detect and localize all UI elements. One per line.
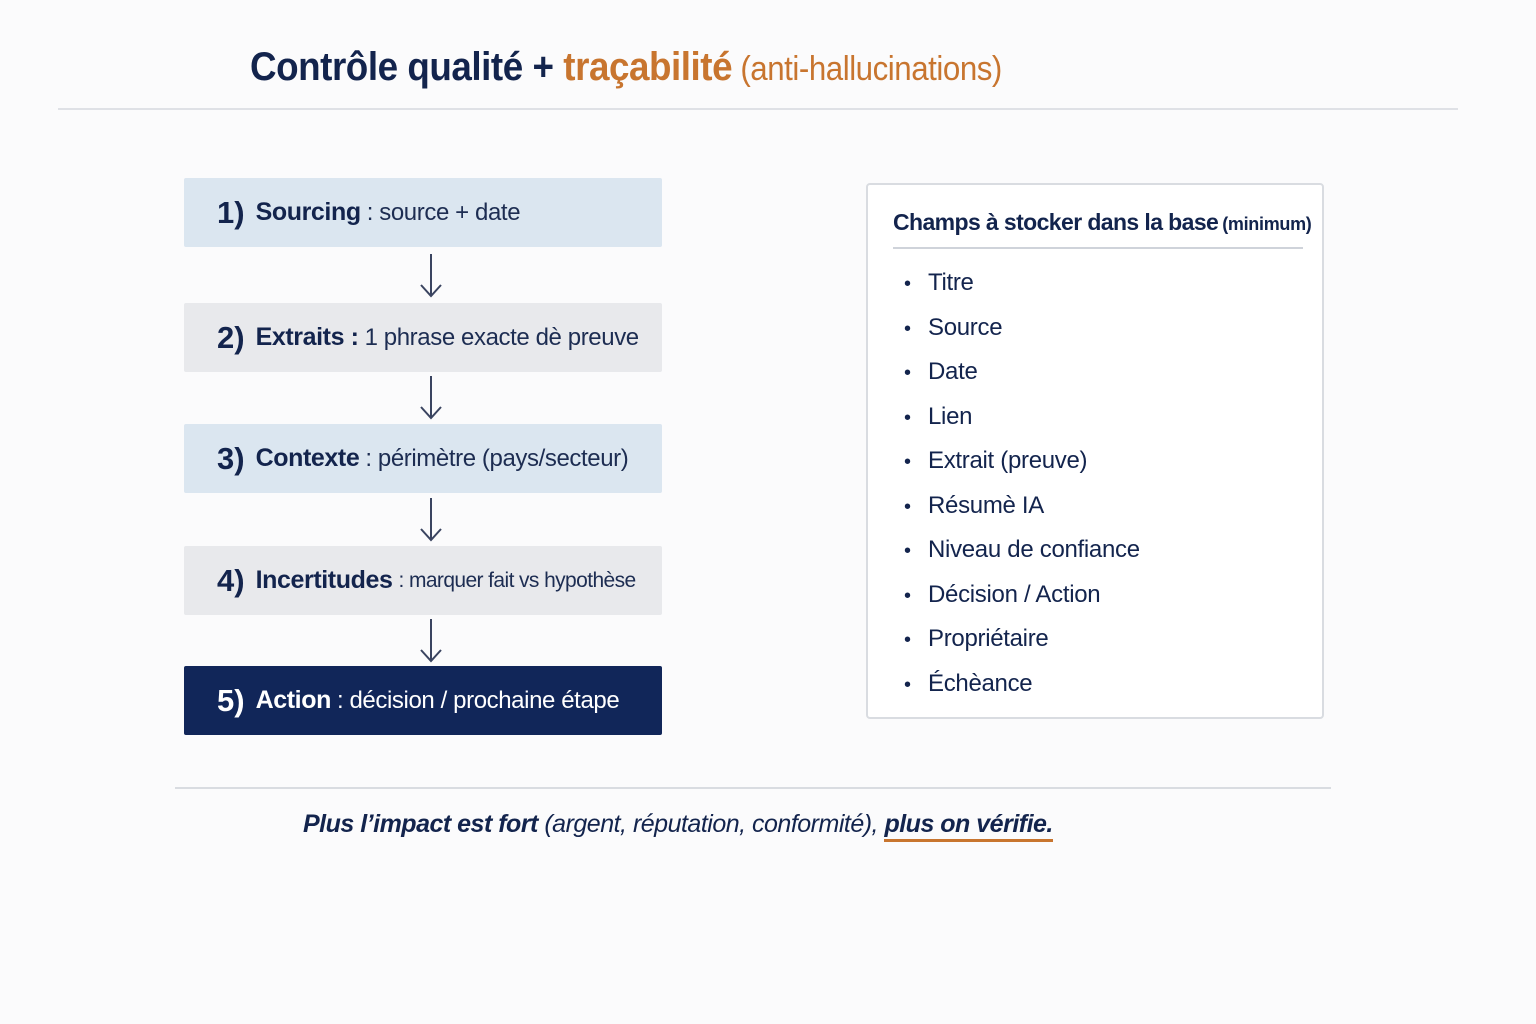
down-arrow-icon <box>416 496 446 544</box>
panel-title-qualifier: (minimum) <box>1222 214 1312 234</box>
step-description: 1 phrase exacte dè preuve <box>364 323 639 351</box>
list-item <box>904 399 1140 444</box>
list-item <box>904 354 1140 399</box>
bullet-icon: • <box>904 406 911 429</box>
footer-note <box>303 810 1053 839</box>
field-label: Propriétaire <box>928 625 1049 652</box>
fields-panel <box>866 183 1324 719</box>
list-item <box>904 265 1140 310</box>
title-suffix: (anti-hallucinations) <box>732 50 1002 88</box>
list-item <box>904 621 1140 666</box>
list-item <box>904 488 1140 533</box>
field-label: Décision / Action <box>928 580 1101 608</box>
page-title <box>250 40 1002 100</box>
panel-divider <box>893 247 1303 249</box>
step-name: Extraits : <box>255 323 359 351</box>
panel-title-text: Champs à stocker dans la base <box>893 209 1219 235</box>
bullet-icon: • <box>904 317 911 340</box>
step-name: Action <box>255 686 331 714</box>
title-main: Contrôle qualité + <box>250 45 564 89</box>
down-arrow-icon <box>416 617 446 665</box>
step-action <box>184 666 662 735</box>
step-number: 4) <box>217 562 245 598</box>
field-label: Source <box>928 313 1003 341</box>
field-label: Titre <box>928 269 974 296</box>
footer-middle: (argent, réputation, conformité), <box>537 810 885 838</box>
step-name: Sourcing <box>255 198 361 226</box>
list-item <box>904 443 1140 488</box>
step-description: : décision / prochaine étape <box>336 686 620 714</box>
step-number: 2) <box>217 319 245 355</box>
field-label: Extrait (preuve) <box>928 447 1088 474</box>
bullet-icon: • <box>904 495 911 518</box>
field-label: Lien <box>928 402 973 430</box>
down-arrow-icon <box>416 374 446 422</box>
step-description: : source + date <box>366 198 521 226</box>
step-description: : périmètre (pays/secteur) <box>365 444 629 472</box>
step-number: 3) <box>217 440 245 476</box>
step-name: Incertitudes <box>255 566 393 594</box>
bullet-icon: • <box>904 273 911 295</box>
field-label: Résumè IA <box>928 491 1045 519</box>
field-label: Date <box>928 358 978 385</box>
step-contexte <box>184 424 662 493</box>
bullet-icon: • <box>904 629 911 651</box>
list-item <box>904 310 1140 355</box>
step-name: Contexte <box>255 444 360 472</box>
field-label: Échèance <box>928 669 1033 697</box>
footer-lead: Plus l’impact est fort <box>303 810 538 838</box>
step-number: 5) <box>217 682 245 718</box>
title-highlight: traçabilité <box>563 45 733 89</box>
list-item <box>904 577 1140 622</box>
step-extraits <box>184 303 662 372</box>
title-divider <box>58 108 1458 110</box>
list-item <box>904 666 1140 711</box>
list-item <box>904 532 1140 577</box>
panel-title <box>893 209 1312 236</box>
step-description: : marquer fait vs hypothèse <box>398 568 636 592</box>
step-sourcing <box>184 178 662 247</box>
field-list <box>904 265 1140 710</box>
footer-divider <box>175 787 1331 789</box>
bullet-icon: • <box>904 362 911 384</box>
down-arrow-icon <box>416 252 446 300</box>
bullet-icon: • <box>904 540 911 562</box>
bullet-icon: • <box>904 451 911 473</box>
field-label: Niveau de confiance <box>928 536 1140 563</box>
step-incertitudes <box>184 546 662 615</box>
bullet-icon: • <box>904 673 911 696</box>
step-number: 1) <box>217 194 245 230</box>
bullet-icon: • <box>904 584 911 607</box>
footer-emphasis: plus on vérifie. <box>884 810 1052 842</box>
